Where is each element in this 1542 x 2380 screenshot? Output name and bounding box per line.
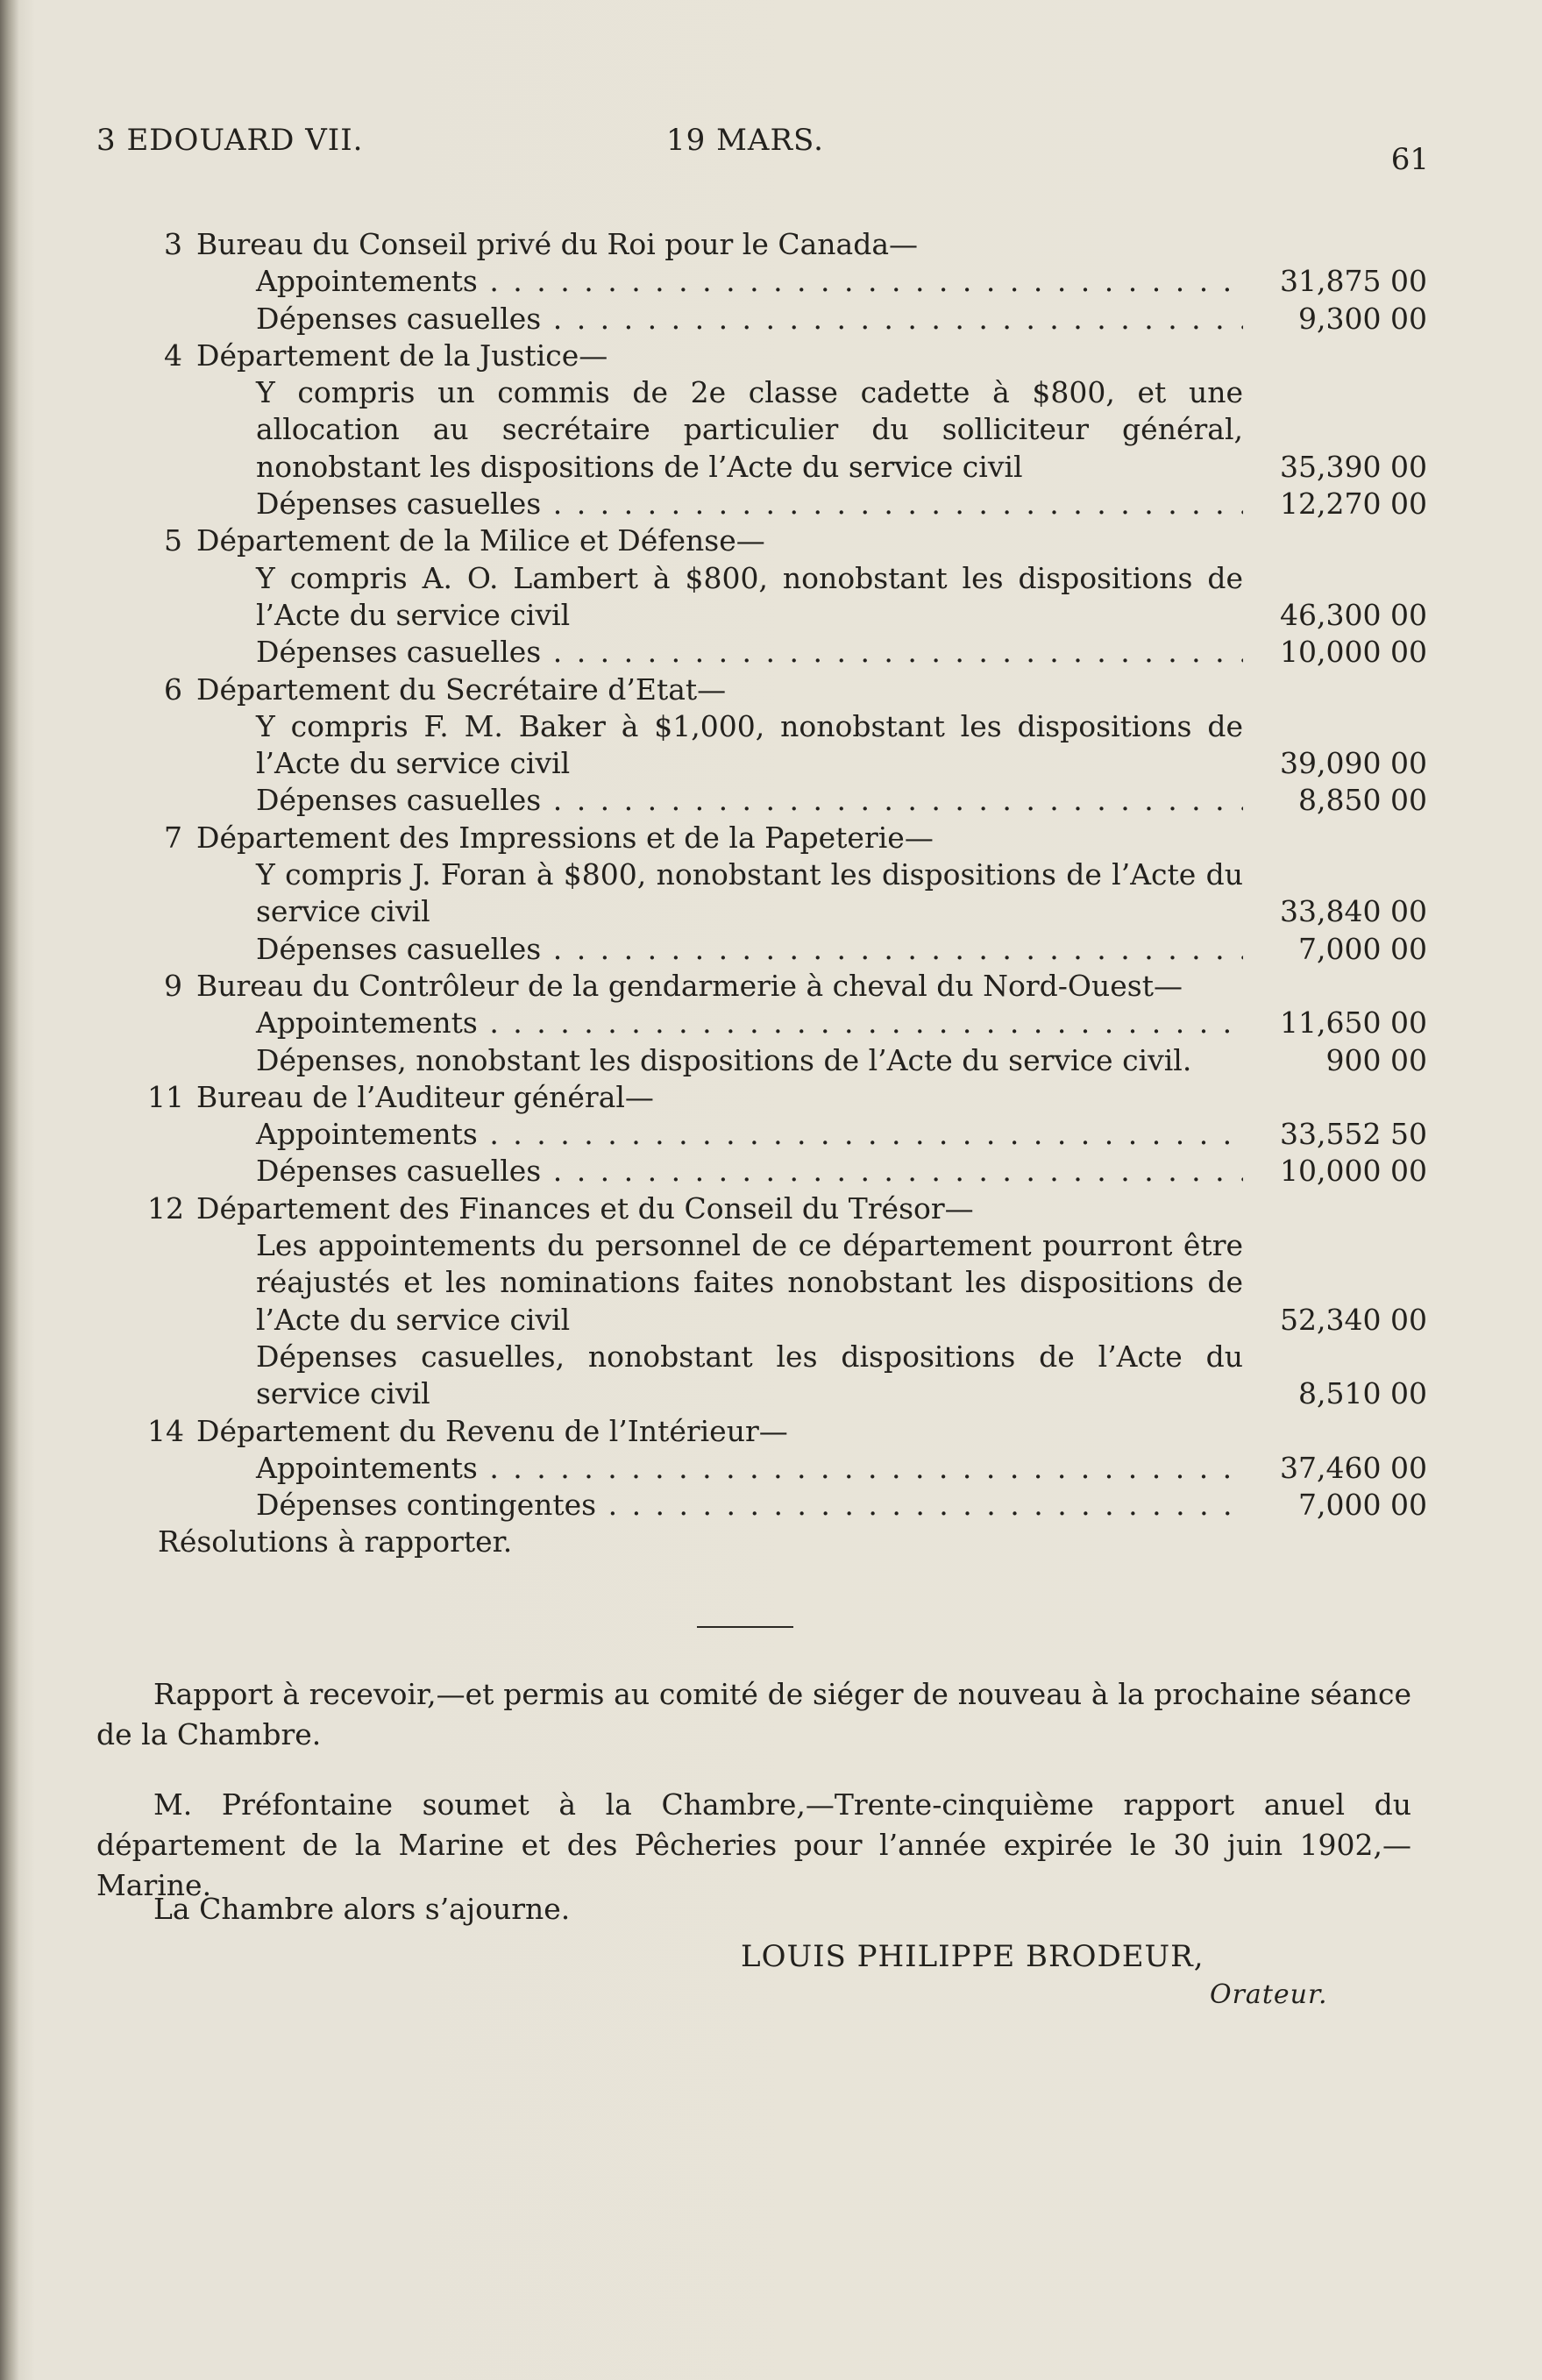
line-item — [147, 1042, 1427, 1079]
item-label: Dépenses casuelles . . . — [147, 301, 1243, 337]
item-amount: 11,650 00 — [1280, 1005, 1427, 1041]
line-item — [147, 301, 1427, 337]
item-amount: 39,090 00 — [1280, 746, 1427, 781]
line-item — [147, 1153, 1427, 1190]
item-amount: 31,875 00 — [1280, 264, 1427, 299]
entry-title: Bureau du Conseil privé du Roi pour le Canada— — [196, 227, 919, 261]
entry-title: Département des Impressions et de la Papeterie— — [196, 820, 934, 855]
item-amount: 46,300 00 — [1280, 597, 1427, 632]
line-item — [147, 1450, 1427, 1487]
entry-number: 11 — [147, 1079, 184, 1114]
section-divider — [697, 1626, 793, 1628]
line-item — [147, 1487, 1427, 1524]
tabling-paragraph — [96, 1785, 1411, 1906]
item-description: Y compris J. Foran à $800, nonobstant les dispositions de l’Acte du service civil — [256, 857, 1243, 929]
appropriations-list — [147, 226, 1427, 1561]
entry-title: Bureau du Contrôleur de la gendarmerie à cheval du Nord-Ouest— — [196, 968, 1183, 1003]
line-item — [147, 1005, 1427, 1041]
line-item — [147, 263, 1427, 300]
entry-number: 14 — [147, 1413, 184, 1448]
speaker-title: Orateur. — [1210, 1979, 1328, 2010]
entry-title: Département de la Milice et Défense— — [196, 523, 765, 558]
item-label: Dépenses casuelles . . . — [147, 782, 1243, 819]
item-label: Appointements . . . — [147, 263, 1243, 300]
item-amount: 7,000 00 — [1298, 1488, 1427, 1523]
item-amount: 33,552 50 — [1280, 1117, 1427, 1152]
entry-title: Bureau de l’Auditeur général— — [196, 1079, 654, 1114]
tabling-text: M. Préfontaine soumet à la Chambre,—Trente-cinquième rapport anuel du département de la Marine et des Pêcheries pour l’année expirée le 30 juin 1902,—Marine. — [96, 1787, 1411, 1902]
entry-number: 5 — [164, 523, 182, 558]
entry-heading — [147, 1413, 1427, 1450]
resolutions-text: Résolutions à rapporter. — [158, 1524, 513, 1559]
line-item — [147, 560, 1427, 635]
line-item — [147, 782, 1427, 819]
item-label: Dépenses casuelles . . . — [147, 931, 1243, 968]
item-label: Appointements . . . — [147, 1450, 1243, 1487]
item-amount: 10,000 00 — [1280, 635, 1427, 670]
line-item — [147, 856, 1427, 931]
report-paragraph — [96, 1674, 1411, 1755]
entry-title: Département du Revenu de l’Intérieur— — [196, 1413, 788, 1448]
line-item — [147, 708, 1427, 783]
item-label: Dépenses casuelles . . . — [147, 1153, 1243, 1190]
resolutions-line — [147, 1524, 1427, 1560]
item-description: Y compris A. O. Lambert à $800, nonobstant les dispositions de l’Acte du service civil — [256, 560, 1243, 632]
entry-number: 7 — [164, 820, 182, 855]
item-amount: 8,850 00 — [1298, 783, 1427, 818]
item-amount: 9,300 00 — [1298, 301, 1427, 336]
entry-title: Département du Secrétaire d’Etat— — [196, 671, 727, 707]
line-item — [147, 634, 1427, 671]
entry-heading — [147, 671, 1427, 708]
line-item — [147, 931, 1427, 968]
entry-number: 9 — [164, 968, 182, 1003]
entry-title: Département des Finances et du Conseil du Trésor— — [196, 1190, 974, 1226]
entry-heading — [147, 968, 1427, 1005]
entry-heading — [147, 522, 1427, 559]
item-amount: 37,460 00 — [1280, 1450, 1427, 1485]
item-label: Dépenses contingentes . . . — [147, 1487, 1243, 1524]
item-description: Les appointements du personnel de ce département pourront être réajustés et les nominations faites nonobstant les dispositions de l’Acte du service civil — [256, 1228, 1243, 1337]
regnal-year: 3 EDOUARD VII. — [96, 123, 364, 158]
page-number: 61 — [1390, 142, 1429, 177]
line-item — [147, 374, 1427, 486]
entry-number: 12 — [147, 1190, 184, 1226]
line-item — [147, 1339, 1427, 1413]
item-amount: 52,340 00 — [1280, 1302, 1427, 1337]
item-label: Dépenses, nonobstant les dispositions de l’Acte du service civil. — [256, 1042, 1192, 1077]
item-description: Dépenses casuelles, nonobstant les dispositions de l’Acte du service civil — [256, 1339, 1243, 1411]
item-amount: 33,840 00 — [1280, 894, 1427, 929]
entry-heading — [147, 1079, 1427, 1116]
item-amount: 7,000 00 — [1298, 931, 1427, 966]
item-label: Dépenses casuelles . . . — [147, 486, 1243, 522]
item-label: Dépenses casuelles . . . — [147, 634, 1243, 671]
item-label: Appointements . . . — [147, 1116, 1243, 1153]
entry-number: 6 — [164, 671, 182, 707]
item-description: Y compris un commis de 2e classe cadette à $800, et une allocation au secrétaire particulier du solliciteur général, nonobstant les dispositions de l’Acte du service civil — [256, 375, 1243, 484]
date-heading: 19 MARS. — [666, 123, 824, 158]
speaker-name: LOUIS PHILIPPE BRODEUR, — [741, 1939, 1204, 1974]
item-amount: 35,390 00 — [1280, 449, 1427, 484]
running-head — [96, 123, 1429, 175]
line-item — [147, 486, 1427, 522]
item-label: Appointements . . . — [147, 1005, 1243, 1041]
entry-number: 4 — [164, 337, 182, 373]
entry-heading — [147, 226, 1427, 263]
item-amount: 900 00 — [1325, 1042, 1427, 1077]
entry-number: 3 — [164, 227, 182, 261]
entry-heading — [147, 337, 1427, 374]
entry-title: Département de la Justice— — [196, 337, 608, 373]
entry-heading — [147, 820, 1427, 856]
entry-heading — [147, 1190, 1427, 1227]
item-amount: 10,000 00 — [1280, 1154, 1427, 1189]
item-amount: 12,270 00 — [1280, 487, 1427, 522]
adjournment-text: La Chambre alors s’ajourne. — [153, 1892, 571, 1926]
report-text: Rapport à recevoir,—et permis au comité de siéger de nouveau à la prochaine séance de la Chambre. — [96, 1677, 1411, 1751]
item-description: Y compris F. M. Baker à $1,000, nonobstant les dispositions de l’Acte du service civil — [256, 708, 1243, 781]
adjournment-paragraph — [96, 1889, 1411, 1929]
line-item — [147, 1116, 1427, 1153]
line-item — [147, 1227, 1427, 1339]
item-amount: 8,510 00 — [1298, 1376, 1427, 1411]
